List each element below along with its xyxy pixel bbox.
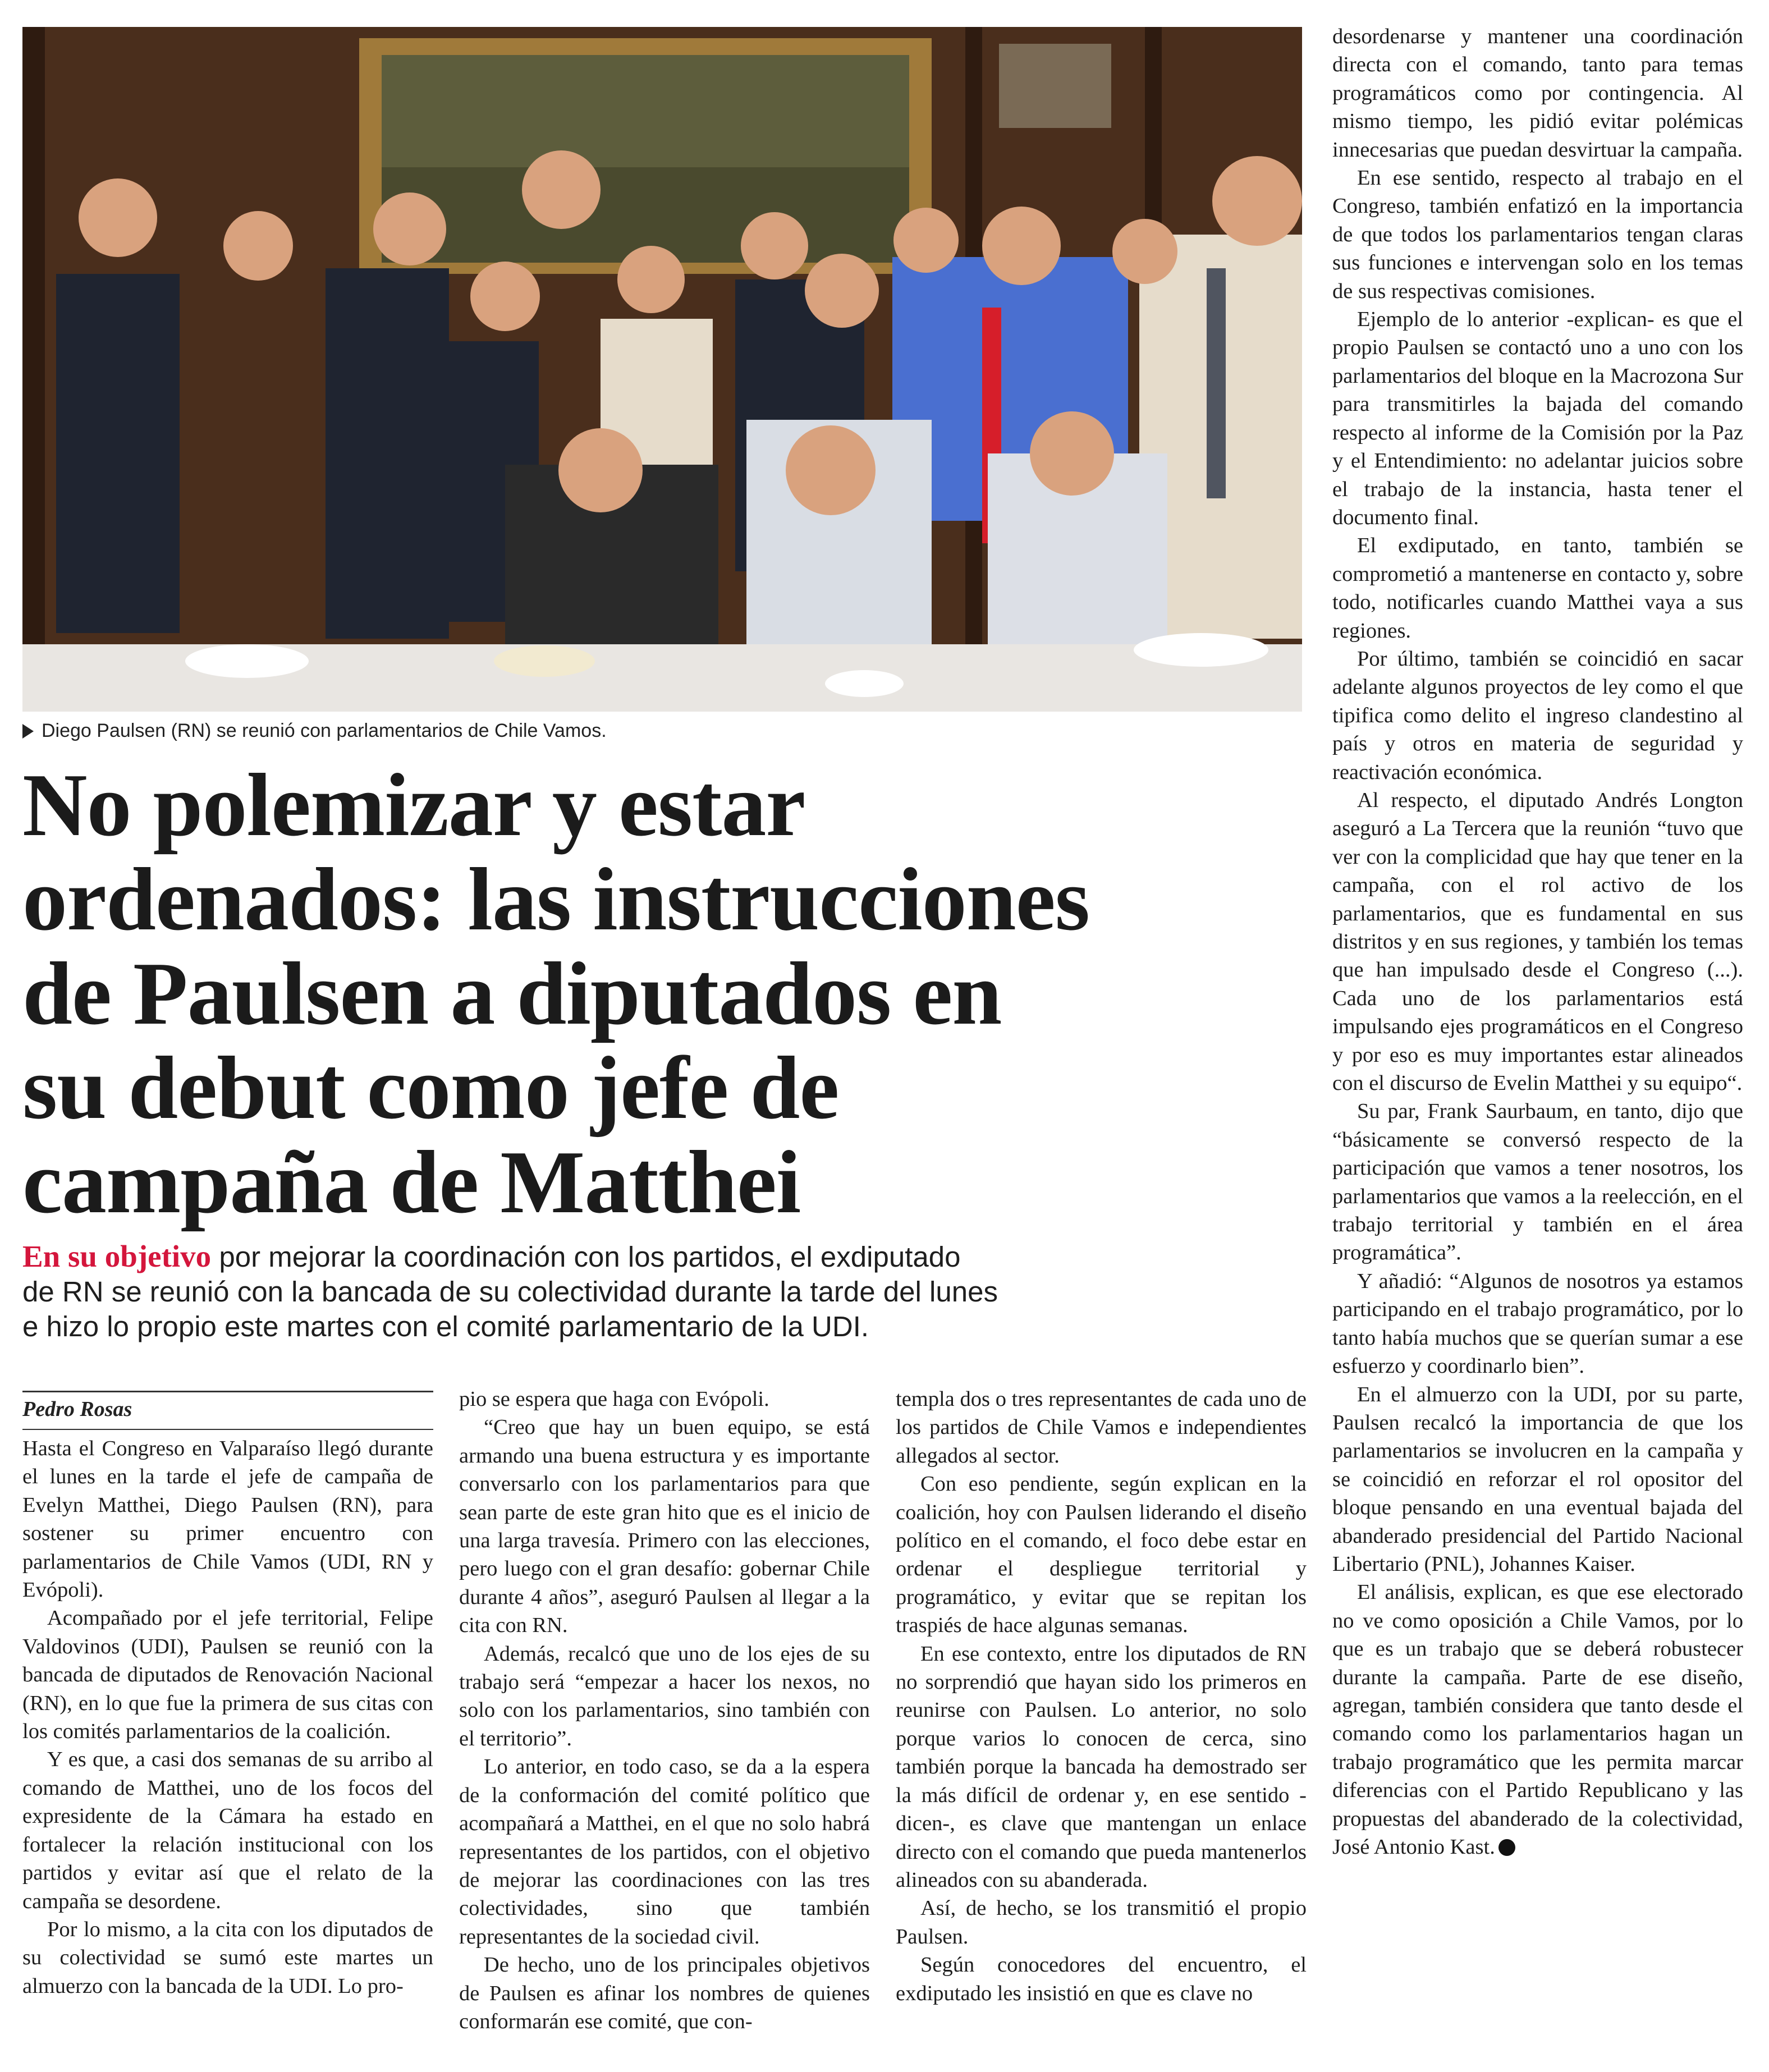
last-paragraph xyxy=(1332,1578,1743,1861)
dek-line-2: de RN se reunió con la bancada de su colectividad durante la tarde del lunes xyxy=(22,1276,998,1308)
body-column-4 xyxy=(1332,22,1743,1861)
end-mark-icon xyxy=(1498,1839,1515,1856)
paragraph: pio se espera que haga con Evópoli. xyxy=(459,1387,769,1411)
last-paragraph-text: El análisis, explican, es que ese electorado no ve como oposición a Chile Vamos, por lo que es un trabajo que se deberá robustecer durante la campaña. Parte de ese diseño, agregan, también considera que tanto desde el comando como los parlamentarios hagan un trabajo programático que les permita marcar diferencias con el Partido Republicano y las propuestas del abanderado de la colectividad, José Antonio Kast. xyxy=(1332,1580,1743,1859)
paragraph: Según conocedores del encuentro, el exdiputado les insistió en que es clave no xyxy=(896,1953,1307,2005)
paragraph: Ejemplo de lo anterior -explican- es que el propio Paulsen se contactó uno a uno con los parlamentarios del bloque en la Macrozona Sur para transmitirles la bajada del comando respecto al informe de la Comisión por la Paz y el Entendimiento: no adelantar juicios sobre el trabajo de la instancia, hasta tener el documento final. xyxy=(1332,308,1743,529)
paragraph: En ese sentido, respecto al trabajo en el Congreso, también enfatizó en la importancia de que todos los parlamentarios tengan claras sus funciones e intervengan solo en los temas de sus respectivas comisiones. xyxy=(1332,166,1743,303)
caption-triangle-icon xyxy=(22,724,34,739)
dek-line-3: e hizo lo propio este martes con el comité parlamentario de la UDI. xyxy=(22,1310,869,1342)
headline xyxy=(22,755,1291,1232)
paragraph: Así, de hecho, se los transmitió el propio Paulsen. xyxy=(896,1896,1307,1949)
paragraph: Por último, también se coincidió en sacar adelante algunos proyectos de ley como el que tipifica como delito el ingreso clandestino al país y otros en materia de seguridad y reactivación económica. xyxy=(1332,647,1743,784)
paragraph: desordenarse y mantener una coordinación directa con el comando, tanto para temas programáticos como por contingencia. Al mismo tiempo, les pidió evitar polémicas innecesarias que puedan desvirtuar la campaña. xyxy=(1332,25,1743,162)
paragraph: Acompañado por el jefe territorial, Felipe Valdovinos (UDI), Paulsen se reunió con la bancada de diputados de Renovación Nacional (RN), en lo que fue la primera de sus citas con los comités parlamentarios de la coalición. xyxy=(22,1606,433,1744)
paragraph: Por lo mismo, a la cita con los diputados de su colectividad se sumó este martes un almuerzo con la bancada de la UDI. Lo pro- xyxy=(22,1917,433,1998)
dek-line-text: por mejorar la coordinación con los partidos, el exdiputado xyxy=(211,1241,961,1273)
paragraph: Lo anterior, en todo caso, se da a la espera de la conformación del comité político que acompañará a Matthei, en el que no solo habrá representantes de los partidos, con el objetivo de mejorar las coordinaciones con las tres colectividades, sino que también representantes de la sociedad civil. xyxy=(459,1755,870,1949)
dek xyxy=(22,1239,1302,1344)
byline-rule-top xyxy=(22,1391,433,1392)
photo-caption xyxy=(22,719,1302,742)
dek-lead: En su objetivo xyxy=(22,1239,212,1273)
paragraph: En el almuerzo con la UDI, por su parte, Paulsen recalcó la importancia de que los parlamentarios se involucren en la campaña y se coincidió en reforzar el rol opositor del bloque pensando en una eventual bajada del abanderado presidencial del Partido Nacional Libertario (PNL), Johannes Kaiser. xyxy=(1332,1382,1743,1576)
body-column-3 xyxy=(896,1385,1307,2007)
paragraph: Y es que, a casi dos semanas de su arribo al comando de Matthei, uno de los focos del expresidente de la Cámara ha estado en fortalecer la relación institucional con los partidos y evitar así que el relato de la campaña se desordene. xyxy=(22,1748,433,1913)
headline-line: campaña de Matthei xyxy=(22,1132,801,1232)
paragraph: Hasta el Congreso en Valparaíso llegó durante el lunes en la tarde el jefe de campaña de Evelyn Matthei, Diego Paulsen (RN), para sostener su primer encuentro con parlamentarios de Chile Vamos (UDI, RN y Evópoli). xyxy=(22,1437,433,1602)
byline-rule-bottom xyxy=(22,1429,433,1430)
paragraph: Y añadió: “Algunos de nosotros ya estamos participando en el trabajo programático, por lo tanto había muchos que se querían sumar a ese esfuerzo y coordinarlo bien”. xyxy=(1332,1269,1743,1378)
byline: Pedro Rosas xyxy=(22,1397,132,1421)
body-column-1 xyxy=(22,1434,433,2000)
headline-line: No polemizar y estar xyxy=(22,755,805,855)
headline-line: su debut como jefe de xyxy=(22,1038,839,1138)
paragraph: En ese contexto, entre los diputados de RN no sorprendió que hayan sido los primeros en reunirse con Paulsen. Lo anterior, no solo porque varios lo conocen de cerca, sino también porque la bancada ha demostrado ser la más difícil de ordenar y, en ese sentido -dicen-, es clave que mantengan un enlace directo con el comando que pueda mantenerlos alineados con su abanderada. xyxy=(896,1642,1307,1892)
paragraph: Con eso pendiente, según explican en la coalición, hoy con Paulsen liderando el diseño político en el comando, el foco debe estar en ordenar el despliegue territorial y programático, y evitar que se repitan los traspiés de hace algunas semanas. xyxy=(896,1472,1307,1638)
dek-line-1 xyxy=(22,1239,1302,1275)
paragraph: El exdiputado, en tanto, también se comprometió a mantenerse en contacto y, sobre todo, notificarles cuando Matthei vaya a sus regiones. xyxy=(1332,534,1743,643)
article-photo xyxy=(22,27,1302,712)
paragraph: Su par, Frank Saurbaum, en tanto, dijo que “básicamente se conversó respecto de la participación que vamos a tener nosotros, los parlamentarios que vamos a la reelección, en el trabajo territorial y también en el área programática”. xyxy=(1332,1099,1743,1265)
paragraph: “Creo que hay un buen equipo, se está armando una buena estructura y es importante conversarlo con los parlamentarios para que sean parte de este gran hito que es el inicio de una larga travesía. Primero con las elecciones, pero luego con el gran desafío: gobernar Chile durante 4 años”, aseguró Paulsen al llegar a la cita con RN. xyxy=(459,1415,870,1638)
paragraph: Además, recalcó que uno de los ejes de su trabajo será “empezar a hacer los nexos, no solo con los parlamentarios, sino también con el territorio”. xyxy=(459,1642,870,1750)
body-column-2 xyxy=(459,1385,870,2036)
paragraph: templa dos o tres representantes de cada uno de los partidos de Chile Vamos e independientes allegados al sector. xyxy=(896,1387,1307,1468)
paragraph: Al respecto, el diputado Andrés Longton aseguró a La Tercera que la reunión “tuvo que ver con la complicidad que hay que tener en la campaña, con el rol activo de los parlamentarios, que es fundamental en sus distritos y en sus regiones, y también los temas que han impulsado desde el Congreso (...). Cada uno de los parlamentarios está impulsando ejes programáticos en el Congreso y por eso es muy importantes estar alineados con el discurso de Evelin Matthei y su equipo“. xyxy=(1332,788,1743,1095)
headline-line: de Paulsen a diputados en xyxy=(22,943,1002,1043)
caption-text: Diego Paulsen (RN) se reunió con parlamentarios de Chile Vamos. xyxy=(42,720,607,741)
headline-line: ordenados: las instrucciones xyxy=(22,849,1089,949)
group-photo-illustration xyxy=(22,27,1302,712)
paragraph: De hecho, uno de los principales objetivos de Paulsen es afinar los nombres de quienes conformarán ese comité, que con- xyxy=(459,1953,870,2033)
